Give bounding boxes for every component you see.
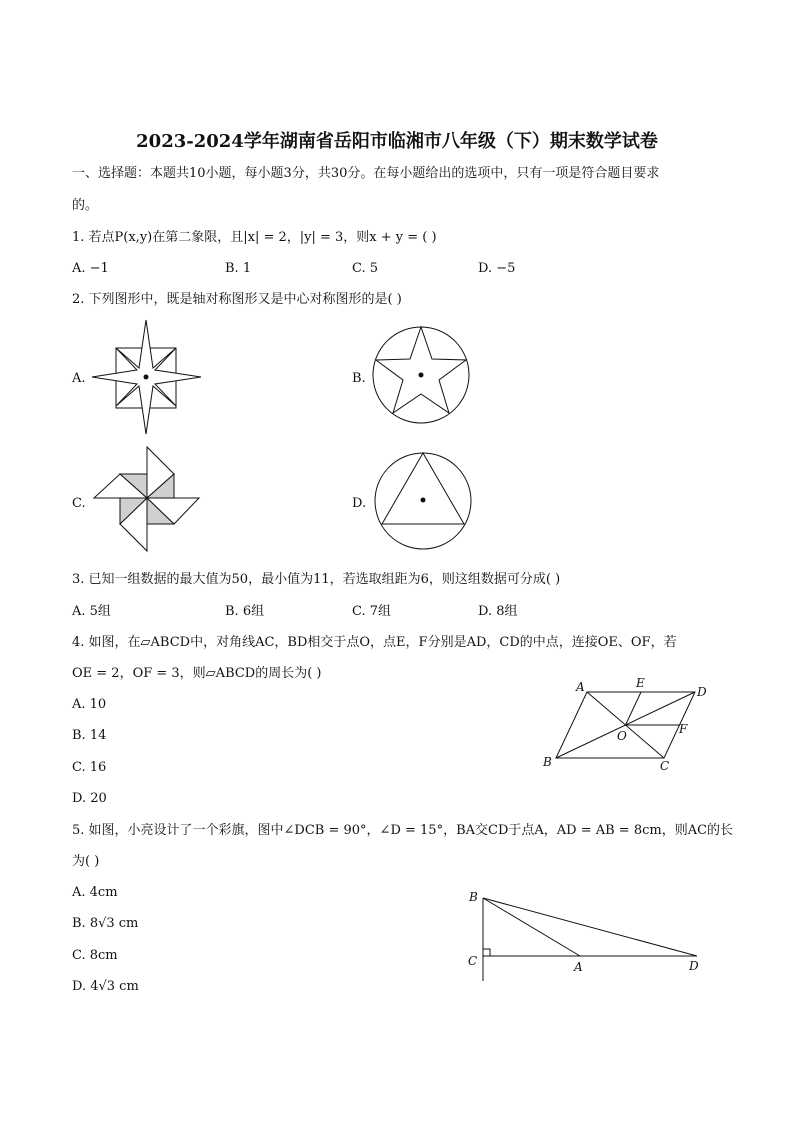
q4-stem-line2: OE = 2，OF = 3，则▱ABCD的周长为( ) <box>72 666 322 681</box>
figure-c-pinwheel <box>92 445 202 555</box>
q4-option-c: C. 16 <box>72 760 107 775</box>
right-angle-mark <box>483 949 490 956</box>
label-a: A <box>574 960 583 974</box>
q5-stem-line1: 5. 如图，小亮设计了一个彩旗，图中∠DCB = 90°，∠D = 15°，BA交CD于点A，AD = AB = 8cm，则AC的长 <box>72 823 734 838</box>
q2-stem: 2. 下列图形中，既是轴对称图形又是中心对称图形的是( ) <box>72 292 402 307</box>
q5-option-c: C. 8cm <box>72 948 118 963</box>
page-title: 2023-2024学年湖南省岳阳市临湘市八年级（下）期末数学试卷 <box>136 131 658 152</box>
q3-stem: 3. 已知一组数据的最大值为50，最小值为11，若选取组距为6，则这组数据可分成( ) <box>72 572 561 587</box>
q2-label-a: A. <box>72 371 86 386</box>
q1-option-a: A. −1 <box>72 261 109 276</box>
label-b: B <box>469 890 478 904</box>
q3-option-c: C. 7组 <box>352 604 392 619</box>
q1-stem: 1. 若点P(x,y)在第二象限，且|x| = 2，|y| = 3，则x + y = ( ) <box>72 230 437 245</box>
q4-option-a: A. 10 <box>72 697 107 712</box>
q5-option-d: D. 4√3 cm <box>72 979 139 994</box>
label-e: E <box>636 676 645 690</box>
segment-bd <box>483 898 697 956</box>
q2-label-b: B. <box>352 371 366 386</box>
label-d: D <box>697 685 707 699</box>
section-heading-line2: 的。 <box>72 198 99 213</box>
label-b: B <box>543 755 552 769</box>
q1-option-b: B. 1 <box>225 261 252 276</box>
label-d: D <box>689 959 699 973</box>
q5-option-a: A. 4cm <box>72 885 118 900</box>
q1-option-c: C. 5 <box>352 261 379 276</box>
figure-b-star-circle <box>370 324 472 426</box>
q4-option-b: B. 14 <box>72 728 107 743</box>
figure-parallelogram-abcd <box>540 676 710 776</box>
q3-option-b: B. 6组 <box>225 604 265 619</box>
q3-option-d: D. 8组 <box>478 604 518 619</box>
q4-stem-line1: 4. 如图，在▱ABCD中，对角线AC，BD相交于点O，点E，F分别是AD，CD的中点，连接OE、OF，若 <box>72 635 677 650</box>
segment-oe <box>626 692 642 725</box>
segment-ba <box>483 898 580 956</box>
section-heading-line1: 一、选择题：本题共10小题，每小题3分，共30分。在每小题给出的选项中，只有一项是符合题目要求 <box>72 166 660 181</box>
q3-option-a: A. 5组 <box>72 604 111 619</box>
figure-flag-triangle <box>462 884 712 984</box>
figure-d-triangle-circle <box>372 450 474 552</box>
q4-option-d: D. 20 <box>72 791 107 806</box>
q1-option-d: D. −5 <box>478 261 516 276</box>
label-f: F <box>679 722 688 736</box>
label-o: O <box>617 729 627 743</box>
figure-a-star-square <box>90 318 205 438</box>
q2-label-d: D. <box>352 496 367 511</box>
q5-option-b: B. 8√3 cm <box>72 916 139 931</box>
label-c: C <box>468 954 478 968</box>
label-a: A <box>576 680 585 694</box>
label-c: C <box>660 759 670 773</box>
q5-stem-line2: 为( ) <box>72 854 100 869</box>
q2-label-c: C. <box>72 496 86 511</box>
